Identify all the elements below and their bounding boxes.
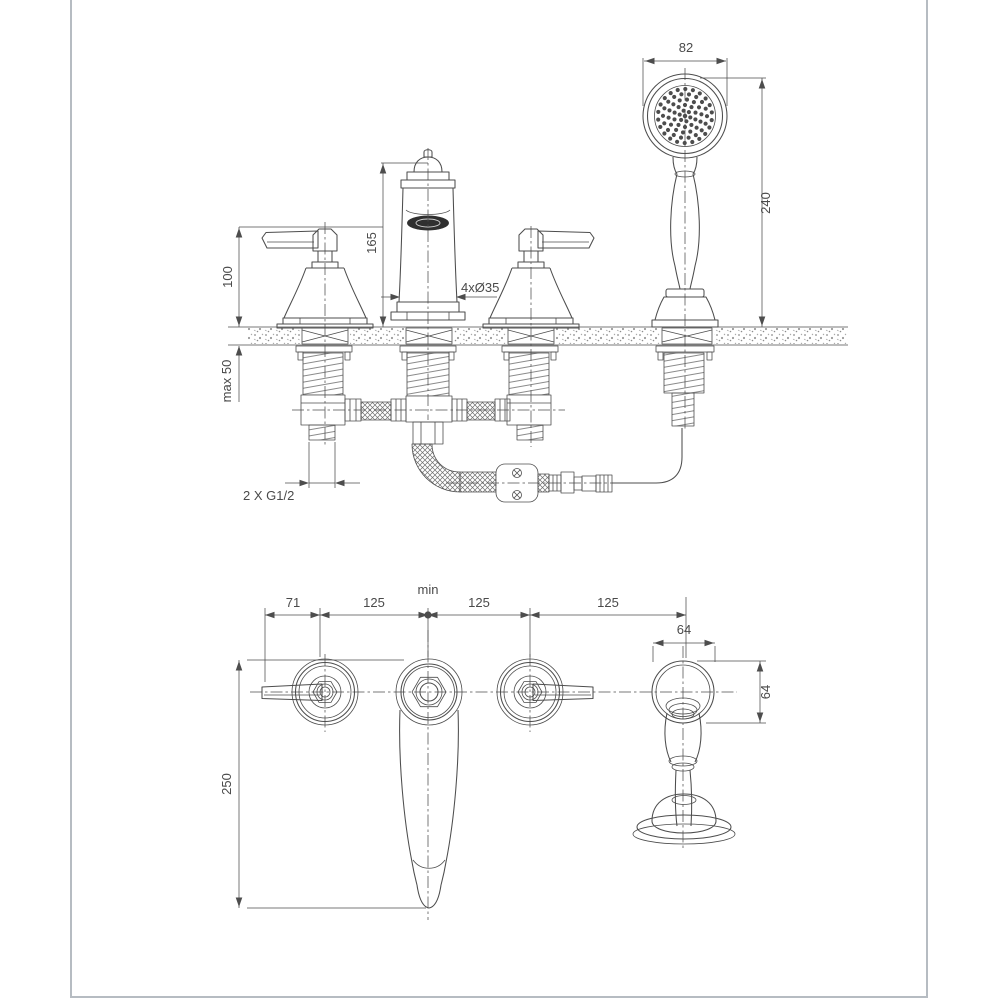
dim-handle-height: 100	[220, 266, 235, 288]
deck-section	[228, 327, 848, 345]
shower-holder-plan	[633, 661, 735, 844]
left-handle-front	[262, 229, 373, 328]
dim-spacing-min: min	[417, 582, 439, 597]
dim-spacing-1: 125	[363, 595, 385, 610]
dim-spout-height: 165	[364, 232, 379, 254]
dim-holder-width: 64	[676, 622, 692, 637]
plan-view-dimensions	[219, 582, 773, 908]
deck-hole-spout	[406, 328, 452, 344]
spout-plan	[396, 659, 462, 908]
front-view-drawing	[219, 40, 848, 503]
plan-view-drawing	[219, 582, 773, 920]
check-valve-assembly	[412, 428, 682, 502]
right-handle-front	[483, 229, 594, 328]
dim-holder-height: 64	[758, 684, 773, 700]
dim-shower-height: 240	[758, 192, 773, 214]
front-view-dimensions	[219, 40, 773, 503]
dim-shower-head-width: 82	[678, 40, 694, 55]
dim-spacing-2: 125	[468, 595, 490, 610]
dim-lever-reach: 71	[285, 595, 301, 610]
dim-deck-thickness: max 50	[219, 359, 234, 403]
dim-spacing-3: 125	[597, 595, 619, 610]
plan-view-centerlines	[250, 630, 737, 920]
dim-mounting-holes: 4xØ35	[461, 280, 500, 295]
under-deck-assembly	[296, 346, 714, 444]
deck-hole-shower	[662, 328, 712, 344]
dim-spout-reach: 250	[219, 773, 234, 795]
dim-inlet-connections: 2 X G1/2	[243, 488, 295, 503]
